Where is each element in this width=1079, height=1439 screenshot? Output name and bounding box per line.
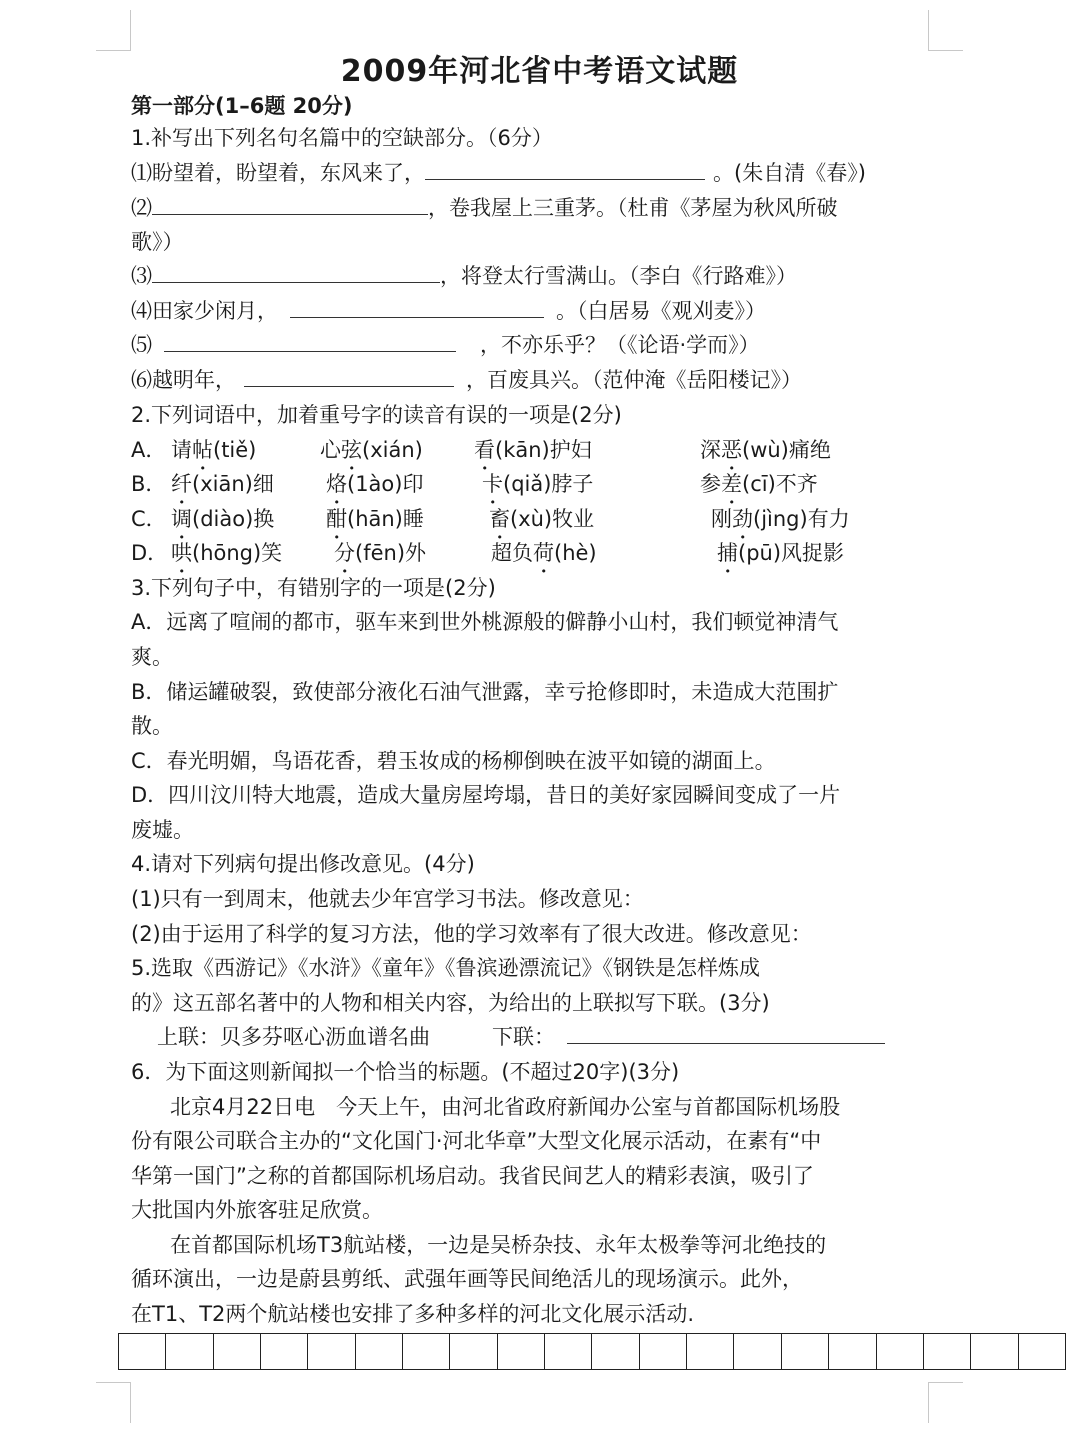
emphasized-char: 分: [334, 541, 355, 565]
q2-option-b-1: [171, 470, 274, 509]
answer-blank[interactable]: [244, 366, 454, 387]
emphasized-char: 畜: [489, 507, 510, 531]
q2-option-d-3: [491, 539, 597, 578]
answer-grid-cell[interactable]: [592, 1334, 639, 1369]
answer-grid-cell[interactable]: [734, 1334, 781, 1369]
q2-option-d-label: D．: [131, 541, 169, 565]
q2-option-c-label: C．: [131, 507, 167, 531]
q2-option-a-label: A．: [131, 438, 167, 462]
q1-item-3-num: ⑶: [131, 264, 152, 288]
emphasized-char: 酣: [326, 507, 347, 531]
q4-sentence-2: (2)由于运用了科学的复习方法，他的学习效率有了很大改进。修改意见：: [131, 922, 812, 946]
q1-item-1: [131, 159, 866, 187]
emphasized-char: 差: [721, 472, 742, 496]
q6-stem: 6．为下面这则新闻拟一个恰当的标题。(不超过20字)(3分): [131, 1060, 680, 1084]
option-text: (cī)不齐: [742, 472, 818, 496]
answer-grid-cell[interactable]: [450, 1334, 497, 1369]
q1-item-5-text: ，不亦乐乎？（《论语·学而》）: [480, 333, 760, 357]
answer-grid[interactable]: [118, 1333, 1066, 1370]
news-paragraph-2-line-2: 循环演出，一边是蔚县剪纸、武强年画等民间绝活儿的现场演示。此外，: [131, 1267, 803, 1291]
q5-lower-label: 下联：: [492, 1025, 555, 1049]
q5-stem: 5.选取《西游记》《水浒》《童年》《鲁滨逊漂流记》《钢铁是怎样炼成: [131, 956, 761, 980]
option-text: 心: [320, 438, 341, 462]
answer-grid-cell[interactable]: [1019, 1334, 1066, 1369]
answer-grid-cell[interactable]: [640, 1334, 687, 1369]
answer-grid-cell[interactable]: [308, 1334, 355, 1369]
answer-grid-cell[interactable]: [971, 1334, 1018, 1369]
option-text: (xù)牧业: [510, 507, 595, 531]
answer-grid-cell[interactable]: [877, 1334, 924, 1369]
q1-item-4: [131, 297, 766, 325]
emphasized-char: 恶: [721, 438, 742, 462]
q1-item-6: [131, 366, 802, 394]
q2-stem: 2.下列词语中，加着重号字的读音有误的一项是(2分): [131, 403, 622, 427]
answer-blank[interactable]: [152, 194, 428, 215]
q2-option-b-4: [700, 470, 818, 509]
q1-item-3-text: ，将登太行雪满山。（李白《行路难》）: [440, 264, 797, 288]
emphasized-char: 荷: [533, 541, 554, 565]
emphasized-char: 捕: [717, 541, 738, 565]
emphasized-char: 卡: [482, 472, 503, 496]
option-text: (pū)风捉影: [738, 541, 845, 565]
q1-item-1-source: 。(朱自清《春》): [713, 161, 866, 185]
news-paragraph-1-line-2: 份有限公司联合主办的“文化国门·河北华章”大型文化展示活动，在素有“中: [131, 1129, 822, 1153]
q1-item-1-text: ⑴盼望着，盼望着，东风来了，: [131, 161, 425, 185]
answer-blank[interactable]: [152, 262, 440, 283]
answer-grid-cell[interactable]: [261, 1334, 308, 1369]
answer-grid-cell[interactable]: [782, 1334, 829, 1369]
q3-option-b-cont: 散。: [131, 714, 173, 738]
option-text: (hè): [554, 541, 597, 565]
option-text: (jìng)有力: [753, 507, 850, 531]
option-text: 刚: [711, 507, 732, 531]
corner-mark-top-right: [928, 10, 963, 51]
option-text: (qiǎ)脖子: [503, 472, 594, 496]
option-text: 超负: [491, 541, 533, 565]
corner-mark-bottom-right: [928, 1382, 963, 1423]
answer-blank[interactable]: [425, 159, 705, 180]
q3-option-d-cont: 废墟。: [131, 818, 194, 842]
news-paragraph-1: 北京4月22日电 今天上午，由河北省政府新闻办公室与首都国际机场股: [170, 1095, 841, 1119]
q2-option-d-1: [171, 539, 282, 578]
answer-grid-cell[interactable]: [687, 1334, 734, 1369]
option-text: 深: [700, 438, 721, 462]
q1-item-2-num: ⑵: [131, 196, 152, 220]
q1-item-5-num: ⑸: [131, 333, 152, 357]
part-heading: 第一部分(1–6题 20分): [131, 94, 353, 118]
q2-option-d-4: [717, 539, 844, 578]
q1-item-2-cont: 歌》）: [131, 230, 184, 254]
answer-grid-cell[interactable]: [403, 1334, 450, 1369]
q1-item-3: [131, 262, 797, 290]
answer-grid-cell[interactable]: [119, 1334, 166, 1369]
option-text: (fēn)外: [355, 541, 427, 565]
emphasized-char: 弦: [341, 438, 362, 462]
answer-grid-cell[interactable]: [166, 1334, 213, 1369]
option-text: (hān)睡: [347, 507, 424, 531]
q5-upper-line: 上联：贝多芬呕心沥血谱名曲: [157, 1025, 430, 1049]
q3-option-d: D．四川汶川特大地震，造成大量房屋垮塌，昔日的美好家园瞬间变成了一片: [131, 783, 841, 807]
q3-option-c: C．春光明媚，鸟语花香，碧玉妆成的杨柳倒映在波平如镜的湖面上。: [131, 749, 776, 773]
answer-grid-cell[interactable]: [356, 1334, 403, 1369]
q2-option-b-2: [326, 470, 423, 509]
emphasized-char: 劲: [732, 507, 753, 531]
q3-option-a-cont: 爽。: [131, 645, 173, 669]
q1-item-2: [131, 194, 838, 222]
emphasized-char: 纤: [171, 472, 192, 496]
answer-blank[interactable]: [567, 1023, 885, 1044]
emphasized-char: 烙: [326, 472, 347, 496]
q1-stem: 1.补写出下列名句名篇中的空缺部分。（6分）: [131, 126, 553, 150]
emphasized-char: 调: [171, 507, 192, 531]
q1-item-4-source: 。（白居易《观刈麦》）: [556, 299, 766, 323]
answer-grid-cell[interactable]: [214, 1334, 261, 1369]
q2-option-d-2: [334, 539, 426, 578]
q1-item-6-text: ⑹越明年，: [131, 368, 236, 392]
q5-stem-cont: 的》这五部名著中的人物和相关内容，为给出的上联拟写下联。(3分): [131, 991, 770, 1015]
q4-sentence-1: (1)只有一到周末，他就去少年宫学习书法。修改意见：: [131, 887, 644, 911]
q2-option-b-3: [482, 470, 593, 509]
option-text: (xiān)细: [192, 472, 274, 496]
answer-blank[interactable]: [290, 297, 544, 318]
q5-couplet: [157, 1023, 885, 1051]
q3-stem: 3.下列句子中，有错别字的一项是(2分): [131, 576, 496, 600]
answer-grid-cell[interactable]: [924, 1334, 971, 1369]
answer-grid-cell[interactable]: [545, 1334, 592, 1369]
q4-stem: 4.请对下列病句提出修改意见。(4分): [131, 852, 475, 876]
q1-item-6-source: ，百废具兴。（范仲淹《岳阳楼记》）: [466, 368, 802, 392]
q3-option-a: A．远离了喧闹的都市，驱车来到世外桃源般的僻静小山村，我们顿觉神清气: [131, 610, 839, 634]
option-text: (xián): [362, 438, 423, 462]
option-text: (wù)痛绝: [742, 438, 831, 462]
q1-item-2-text: ，卷我屋上三重茅。（杜甫《茅屋为秋风所破: [428, 196, 838, 220]
news-paragraph-2: 在首都国际机场T3航站楼，一边是吴桥杂技、永年太极拳等河北绝技的: [170, 1233, 827, 1257]
option-text: (diào)换: [192, 507, 275, 531]
option-text: (tiě): [213, 438, 257, 462]
option-text: 参: [700, 472, 721, 496]
page-title: 2009年河北省中考语文试题: [340, 54, 739, 89]
q1-item-5: [131, 331, 760, 359]
corner-mark-top-left: [96, 10, 131, 51]
option-text: (kān)护妇: [495, 438, 592, 462]
answer-blank[interactable]: [164, 331, 456, 352]
answer-grid-cell[interactable]: [829, 1334, 876, 1369]
corner-mark-bottom-left: [96, 1382, 131, 1423]
q3-option-b: B．储运罐破裂，致使部分液化石油气泄露，幸亏抢修即时，未造成大范围扩: [131, 680, 839, 704]
q2-option-b-label: B．: [131, 472, 167, 496]
news-paragraph-1-line-4: 大批国内外旅客驻足欣赏。: [131, 1198, 383, 1222]
q1-item-4-text: ⑷田家少闲月，: [131, 299, 278, 323]
news-paragraph-2-line-3: 在T1、T2两个航站楼也安排了多种多样的河北文化展示活动.: [131, 1302, 695, 1326]
emphasized-char: 哄: [171, 541, 192, 565]
option-text: (1ào)印: [347, 472, 424, 496]
emphasized-char: 看: [474, 438, 495, 462]
option-text: 请: [171, 438, 192, 462]
news-paragraph-1-line-3: 华第一国门”之称的首都国际机场启动。我省民间艺人的精彩表演，吸引了: [131, 1164, 814, 1188]
emphasized-char: 帖: [192, 438, 213, 462]
option-text: (hōng)笑: [192, 541, 283, 565]
answer-grid-cell[interactable]: [498, 1334, 545, 1369]
